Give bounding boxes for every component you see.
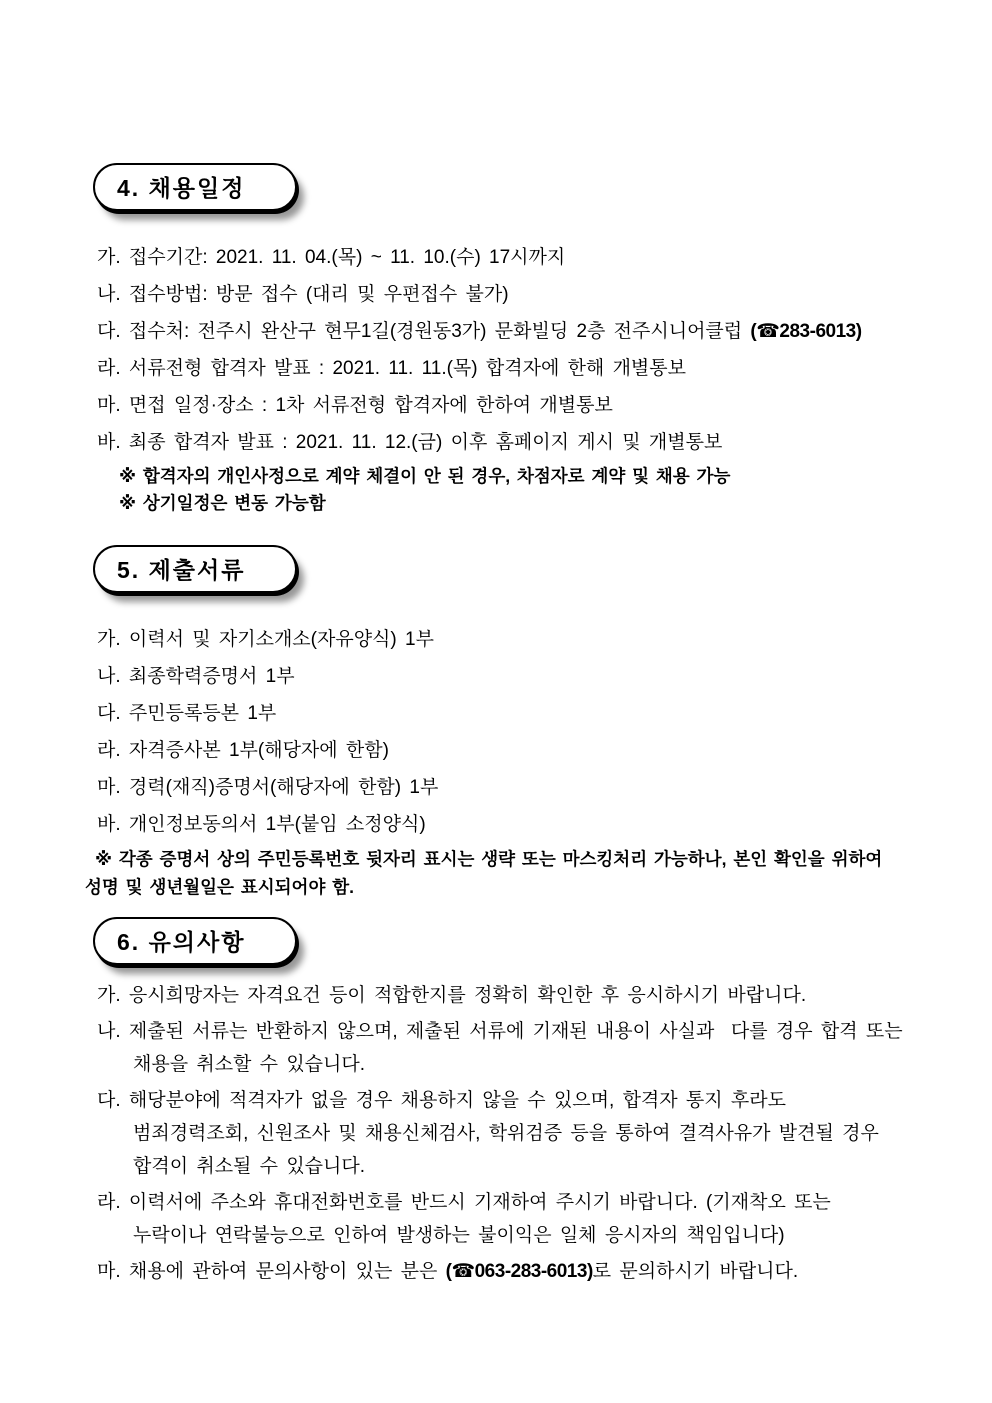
section-title: 5. 제출서류: [117, 557, 246, 583]
precautions-items: [97, 979, 911, 1288]
list-item: 다. 주민등록등본 1부: [97, 703, 277, 724]
submission-documents-items: [97, 623, 907, 841]
section-header-precautions: [93, 917, 297, 965]
footnote: ※ 상기일정은 변동 가능함: [119, 493, 326, 513]
list-item: 마. 면접 일정·장소 : 1차 서류전형 합격자에 한하여 개별통보: [97, 395, 613, 416]
list-item: 마. 채용에 관하여 문의사항이 있는 분은 (☎063-283-6013)로 문의하시기 바랍니다.: [97, 1261, 799, 1282]
footnote: ※ 각종 증명서 상의 주민등록번호 뒷자리 표시는 생략 또는 마스킹처리 가능하나, 본인 확인을 위하여 성명 및 생년월일은 표시되어야 함.: [85, 849, 883, 897]
list-item: 라. 자격증사본 1부(해당자에 한함): [97, 740, 389, 761]
submission-documents-notes: [85, 845, 907, 901]
section-title: 4. 채용일정: [117, 175, 246, 201]
list-item: 다. 해당분야에 적격자가 없을 경우 채용하지 않을 수 있으며, 합격자 통지 후라도 범죄경력조회, 신원조사 및 채용신체검사, 학위검증 등을 통하여 결격사유가 발견될 경우 합격이 취소될 수 있습니다.: [97, 1090, 888, 1177]
section-header-recruitment-schedule: [93, 163, 297, 211]
list-item: 나. 최종학력증명서 1부: [97, 666, 295, 687]
list-item: 다. 접수처: 전주시 완산구 현무1길(경원동3가) 문화빌딩 2층 전주시니어클럽 (☎283-6013): [97, 321, 862, 342]
section-header-submission-documents: [93, 545, 297, 593]
list-item: 가. 응시희망자는 자격요건 등이 적합한지를 정확히 확인한 후 응시하시기 바랍니다.: [97, 985, 807, 1006]
list-item: 가. 이력서 및 자기소개소(자유양식) 1부: [97, 629, 434, 650]
list-item: 라. 이력서에 주소와 휴대전화번호를 반드시 기재하여 주시기 바랍니다. (기재착오 또는 누락이나 연락불능으로 인하여 발생하는 불이익은 일체 응시자의 책임입니다): [97, 1192, 840, 1246]
list-item: 나. 접수방법: 방문 접수 (대리 및 우편접수 불가): [97, 284, 509, 305]
section-title: 6. 유의사항: [117, 929, 246, 955]
list-item: 나. 제출된 서류는 반환하지 않으며, 제출된 서류에 기재된 내용이 사실과 다를 경우 합격 또는 채용을 취소할 수 있습니다.: [97, 1021, 911, 1075]
list-item: 라. 서류전형 합격자 발표 : 2021. 11. 11.(목) 합격자에 한해 개별통보: [97, 358, 686, 379]
recruitment-schedule-notes: [119, 463, 907, 517]
list-item: 마. 경력(재직)증명서(해당자에 한함) 1부: [97, 777, 439, 798]
list-item: 가. 접수기간: 2021. 11. 04.(목) ~ 11. 10.(수) 17시까지: [97, 247, 566, 268]
footnote: ※ 합격자의 개인사정으로 계약 체결이 안 된 경우, 차점자로 계약 및 채용 가능: [119, 466, 731, 486]
recruitment-schedule-items: [97, 241, 907, 459]
list-item: 바. 개인정보동의서 1부(붙임 소정양식): [97, 814, 426, 835]
section-submission-documents: [85, 545, 907, 901]
section-precautions: [93, 917, 911, 1288]
section-recruitment-schedule: [93, 163, 907, 517]
list-item: 바. 최종 합격자 발표 : 2021. 11. 12.(금) 이후 홈페이지 게시 및 개별통보: [97, 432, 723, 453]
